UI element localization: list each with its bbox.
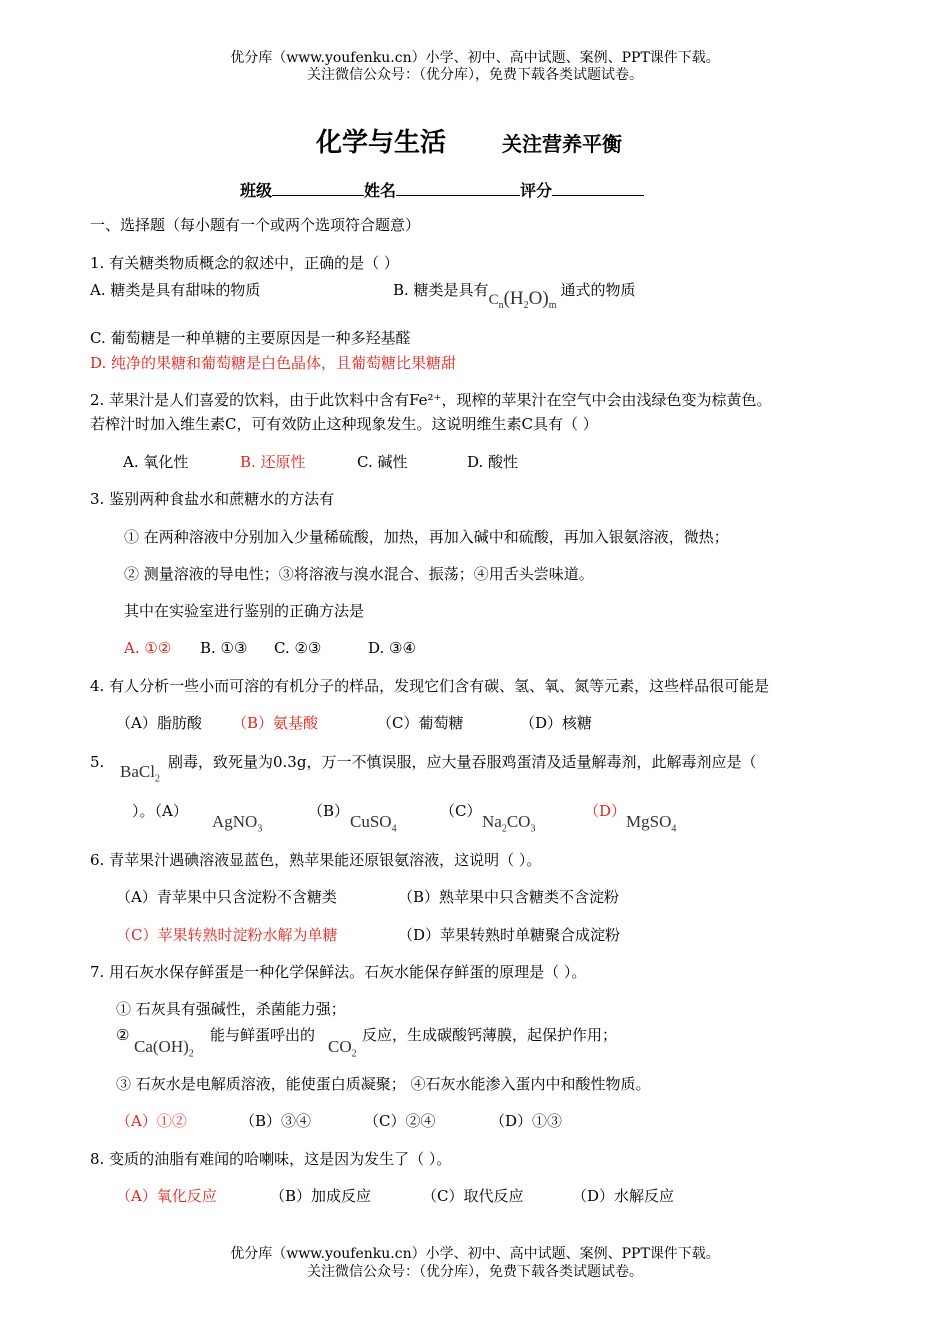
header-line-1: 优分库（www.youfenku.cn）小学、初中、高中试题、案例、PPT课件下载。 bbox=[230, 50, 720, 66]
q5-label-b: （B） bbox=[308, 802, 350, 820]
q5-number: 5. bbox=[90, 753, 105, 771]
page-title: 化学与生活 bbox=[316, 128, 447, 158]
q1-option-b-text: B. 糖类是具有 bbox=[393, 281, 489, 299]
q7-option-c: （C）②④ bbox=[364, 1112, 436, 1130]
q8-stem: 8. 变质的油脂有难闻的哈喇味，这是因为发生了（ ）。 bbox=[90, 1150, 452, 1168]
q6-option-a: （A）青苹果中只含淀粉不含糖类 bbox=[116, 888, 337, 906]
q3-line-1: ① 在两种溶液中分别加入少量稀硫酸，加热，再加入碱中和硫酸，再加入银氨溶液，微热； bbox=[124, 528, 729, 546]
score-blank[interactable] bbox=[552, 181, 644, 196]
q5-formula-cuso4: CuSO$_4$ bbox=[350, 812, 397, 835]
q1-option-d: D. 纯净的果糖和葡萄糖是白色晶体，且葡萄糖比果糖甜 bbox=[90, 354, 457, 372]
section-heading: 一、选择题（每小题有一个或两个选项符合题意） bbox=[90, 216, 421, 234]
q5-stem: 剧毒，致死量为0.3g，万一不慎误服，应大量吞服鸡蛋清及适量解毒剂，此解毒剂应是（ bbox=[168, 753, 757, 771]
info-line bbox=[240, 178, 644, 201]
q6-option-b: （B）熟苹果中只含糖类不含淀粉 bbox=[398, 888, 620, 906]
class-blank[interactable] bbox=[272, 181, 364, 196]
q3-option-d: D. ③④ bbox=[368, 639, 416, 657]
q7-option-b: （B）③④ bbox=[240, 1112, 312, 1130]
q8-option-d: （D）水解反应 bbox=[572, 1187, 675, 1205]
q3-line-3: 其中在实验室进行鉴别的正确方法是 bbox=[124, 602, 365, 620]
q1-stem: 1. 有关糖类物质概念的叙述中，正确的是（ ） bbox=[90, 254, 399, 272]
page-subtitle: 关注营养平衡 bbox=[502, 132, 622, 156]
score-label: 评分 bbox=[520, 181, 553, 200]
q3-option-b: B. ①③ bbox=[200, 639, 248, 657]
name-blank[interactable] bbox=[396, 181, 520, 196]
q6-option-d: （D）苹果转熟时单糖聚合成淀粉 bbox=[398, 926, 621, 944]
q2-option-d: D. 酸性 bbox=[467, 453, 519, 471]
q5-label-d: （D） bbox=[584, 802, 627, 820]
q5-formula-mgso4: MgSO$_4$ bbox=[626, 812, 677, 835]
q3-line-2: ② 测量溶液的导电性；③将溶液与溴水混合、振荡；④用舌头尝味道。 bbox=[124, 565, 594, 583]
q4-option-d: （D）核糖 bbox=[520, 714, 593, 732]
q8-option-c: （C）取代反应 bbox=[422, 1187, 524, 1205]
q1-option-c: C. 葡萄糖是一种单糖的主要原因是一种多羟基醛 bbox=[90, 329, 411, 347]
q7-line-2-mid: 能与鲜蛋呼出的 bbox=[210, 1026, 316, 1044]
q7-stem: 7. 用石灰水保存鲜蛋是一种化学保鲜法。石灰水能保存鲜蛋的原理是（ ）。 bbox=[90, 963, 587, 981]
q4-stem: 4. 有人分析一些小而可溶的有机分子的样品，发现它们含有碳、氢、氧、氮等元素，这些样品很可能是 bbox=[90, 677, 770, 695]
q8-option-a: （A）氧化反应 bbox=[116, 1187, 217, 1205]
name-label: 姓名 bbox=[364, 181, 397, 200]
q6-option-c: （C）苹果转熟时淀粉水解为单糖 bbox=[116, 926, 338, 944]
q7-formula-co2: $CO_2$ bbox=[328, 1037, 357, 1060]
q3-stem: 3. 鉴别两种食盐水和蔗糖水的方法有 bbox=[90, 490, 335, 508]
q7-line-2-end: 反应，生成碳酸钙薄膜，起保护作用； bbox=[362, 1026, 618, 1044]
q2-stem-2: 若榨汁时加入维生素C，可有效防止这种现象发生。这说明维生素C具有（ ） bbox=[90, 415, 598, 433]
q3-option-a: A. ①② bbox=[124, 639, 172, 657]
q4-option-c: （C）葡萄糖 bbox=[377, 714, 464, 732]
q7-line-3: ③ 石灰水是电解质溶液，能使蛋白质凝聚； ④石灰水能渗入蛋内中和酸性物质。 bbox=[116, 1075, 651, 1093]
q7-formula-caoh2: $Ca(OH)_2$ bbox=[134, 1037, 194, 1060]
q7-option-a: （A）①② bbox=[116, 1112, 187, 1130]
header-line-2: 关注微信公众号：（优分库），免费下载各类试题试卷。 bbox=[307, 67, 643, 83]
q1-formula-cnh2om: $C_n(H_2O)_m$ bbox=[488, 288, 557, 311]
q2-option-c: C. 碱性 bbox=[357, 453, 408, 471]
q5-label-c: （C） bbox=[440, 802, 482, 820]
q6-stem: 6. 青苹果汁遇碘溶液显蓝色，熟苹果能还原银氨溶液，这说明（ ）。 bbox=[90, 851, 542, 869]
q2-option-a: A. 氧化性 bbox=[123, 453, 189, 471]
footer-line-1: 优分库（www.youfenku.cn）小学、初中、高中试题、案例、PPT课件下载。 bbox=[230, 1246, 720, 1262]
q1-option-b-suffix: 通式的物质 bbox=[560, 281, 636, 299]
q5-formula-na2co3: $Na_2CO_3$ bbox=[482, 812, 536, 835]
footer-line-2: 关注微信公众号：（优分库），免费下载各类试题试卷。 bbox=[307, 1264, 643, 1280]
q4-option-b: （B）氨基酸 bbox=[232, 714, 319, 732]
q1-option-b bbox=[393, 280, 636, 311]
q5-close-and-a: ）。（A） bbox=[132, 802, 188, 820]
q8-option-b: （B）加成反应 bbox=[270, 1187, 372, 1205]
q4-option-a: （A）脂肪酸 bbox=[116, 714, 202, 732]
q7-line-1: ① 石灰具有强碱性，杀菌能力强； bbox=[116, 1000, 346, 1018]
q1-option-a: A. 糖类是具有甜味的物质 bbox=[90, 281, 261, 299]
q3-option-c: C. ②③ bbox=[274, 639, 322, 657]
q7-line-2-number: ② bbox=[116, 1026, 130, 1044]
q2-option-b: B. 还原性 bbox=[240, 453, 306, 471]
q5-formula-agno3: AgNO$_3$ bbox=[212, 812, 263, 835]
q7-option-d: （D）①③ bbox=[490, 1112, 563, 1130]
class-label: 班级 bbox=[240, 181, 273, 200]
q5-formula-bacl2: BaCl$_2$ bbox=[120, 762, 160, 785]
q2-stem-1: 2. 苹果汁是人们喜爱的饮料，由于此饮料中含有Fe²⁺，现榨的苹果汁在空气中会由浅绿色变为棕黄色。 bbox=[90, 391, 772, 409]
